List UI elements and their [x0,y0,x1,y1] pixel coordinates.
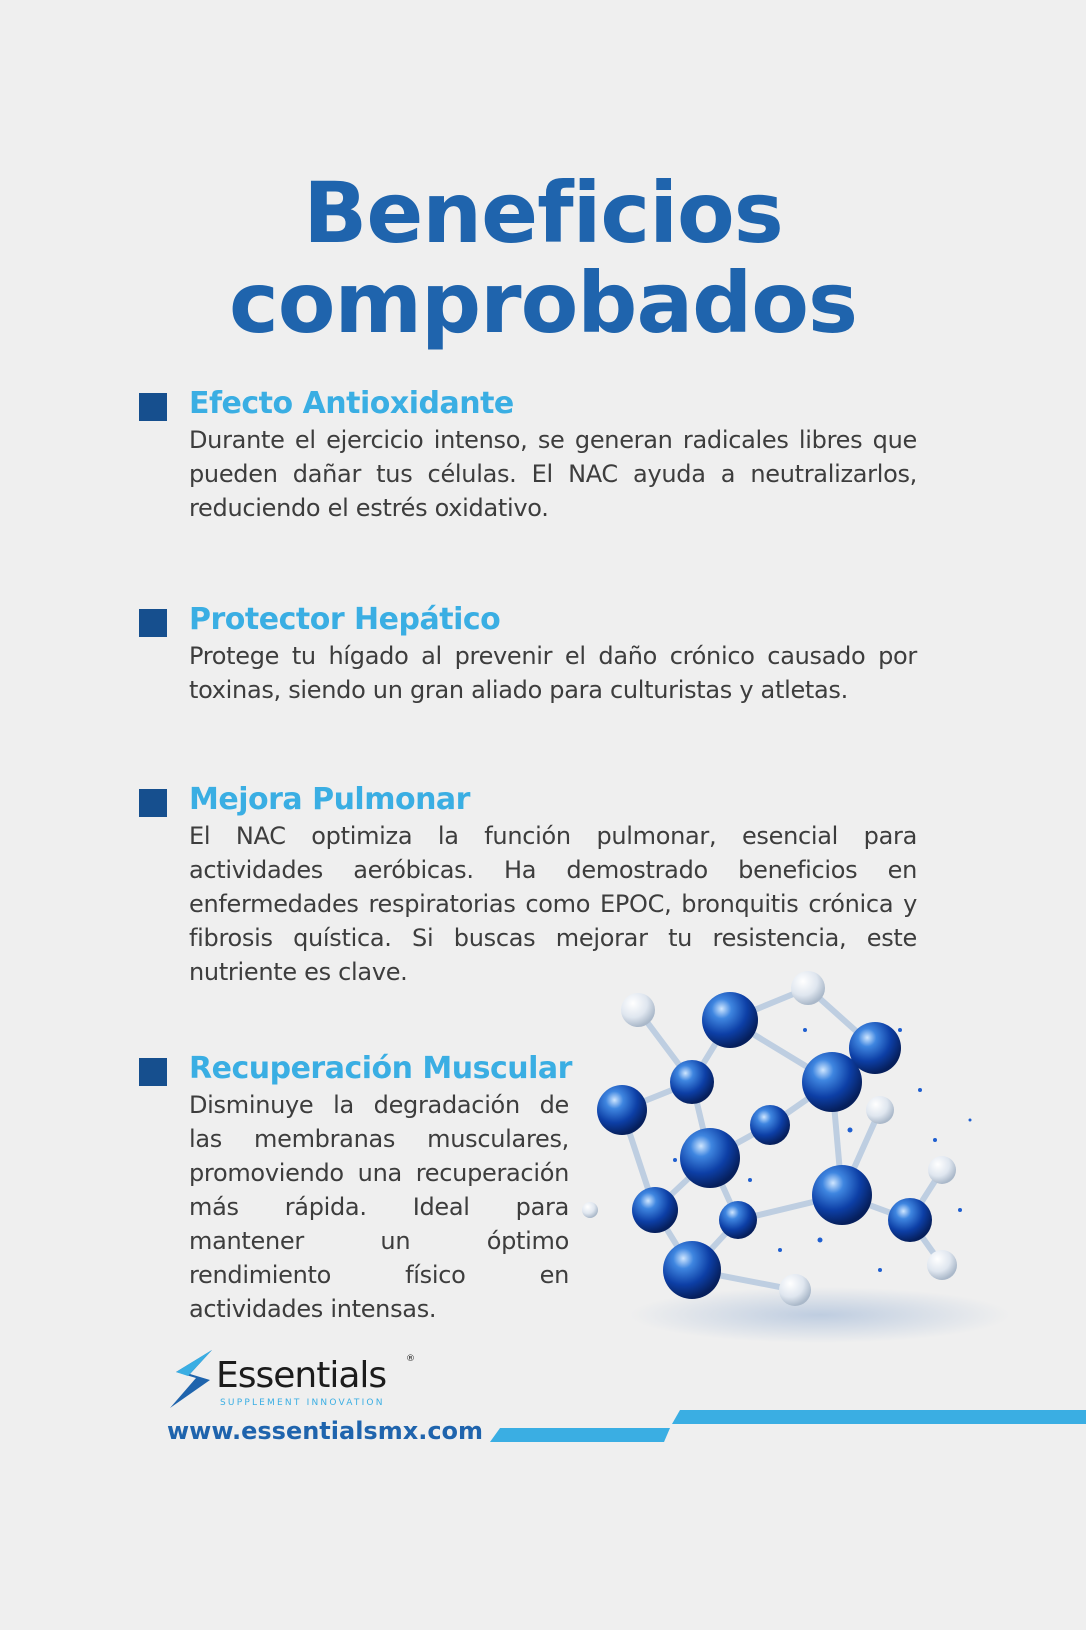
benefit-title: Protector Hepático [189,602,501,637]
square-bullet-icon [139,789,167,817]
benefit-description: Disminuye la degradación de las membranas musculares, promoviendo una recuperación más rápida. Ideal para mantener un óptimo rendimiento físico en actividades intensas. [189,1091,569,1323]
benefit-title: Mejora Pulmonar [189,782,470,817]
brand-tagline: SUPPLEMENT INNOVATION [220,1398,385,1408]
benefit-title: Recuperación Muscular [189,1051,572,1086]
website-link[interactable]: www.essentialsmx.com [167,1417,484,1445]
benefit-description: Protege tu hígado al prevenir el daño crónico causado por toxinas, siendo un gran aliado para culturistas y atletas. [189,642,917,704]
page-title [0,164,1086,352]
square-bullet-icon [139,1058,167,1086]
page-title-line-2: comprobados [229,254,857,352]
brand-name: Essentials [216,1355,387,1396]
molecule-illustration [580,970,1010,1360]
benefit-description: El NAC optimiza la función pulmonar, esencial para actividades aeróbicas. Ha demostrado beneficios en enfermedades respiratorias como EPOC, bronquitis crónica y fibrosis quística. Si buscas mejorar tu resistencia, este nutriente es clave. [189,822,917,986]
square-bullet-icon [139,609,167,637]
page-title-line-1: Beneficios [303,164,783,262]
benefit-title: Efecto Antioxidante [189,386,514,421]
square-bullet-icon [139,393,167,421]
essentials-logo [166,1350,426,1420]
benefit-description: Durante el ejercicio intenso, se generan radicales libres que pueden dañar tus células. El NAC ayuda a neutralizarlos, reduciendo el estrés oxidativo. [189,426,917,522]
decorative-stripe [490,1410,1086,1442]
registered-mark: ® [406,1354,415,1364]
essentials-logo-mark-icon [166,1350,218,1408]
